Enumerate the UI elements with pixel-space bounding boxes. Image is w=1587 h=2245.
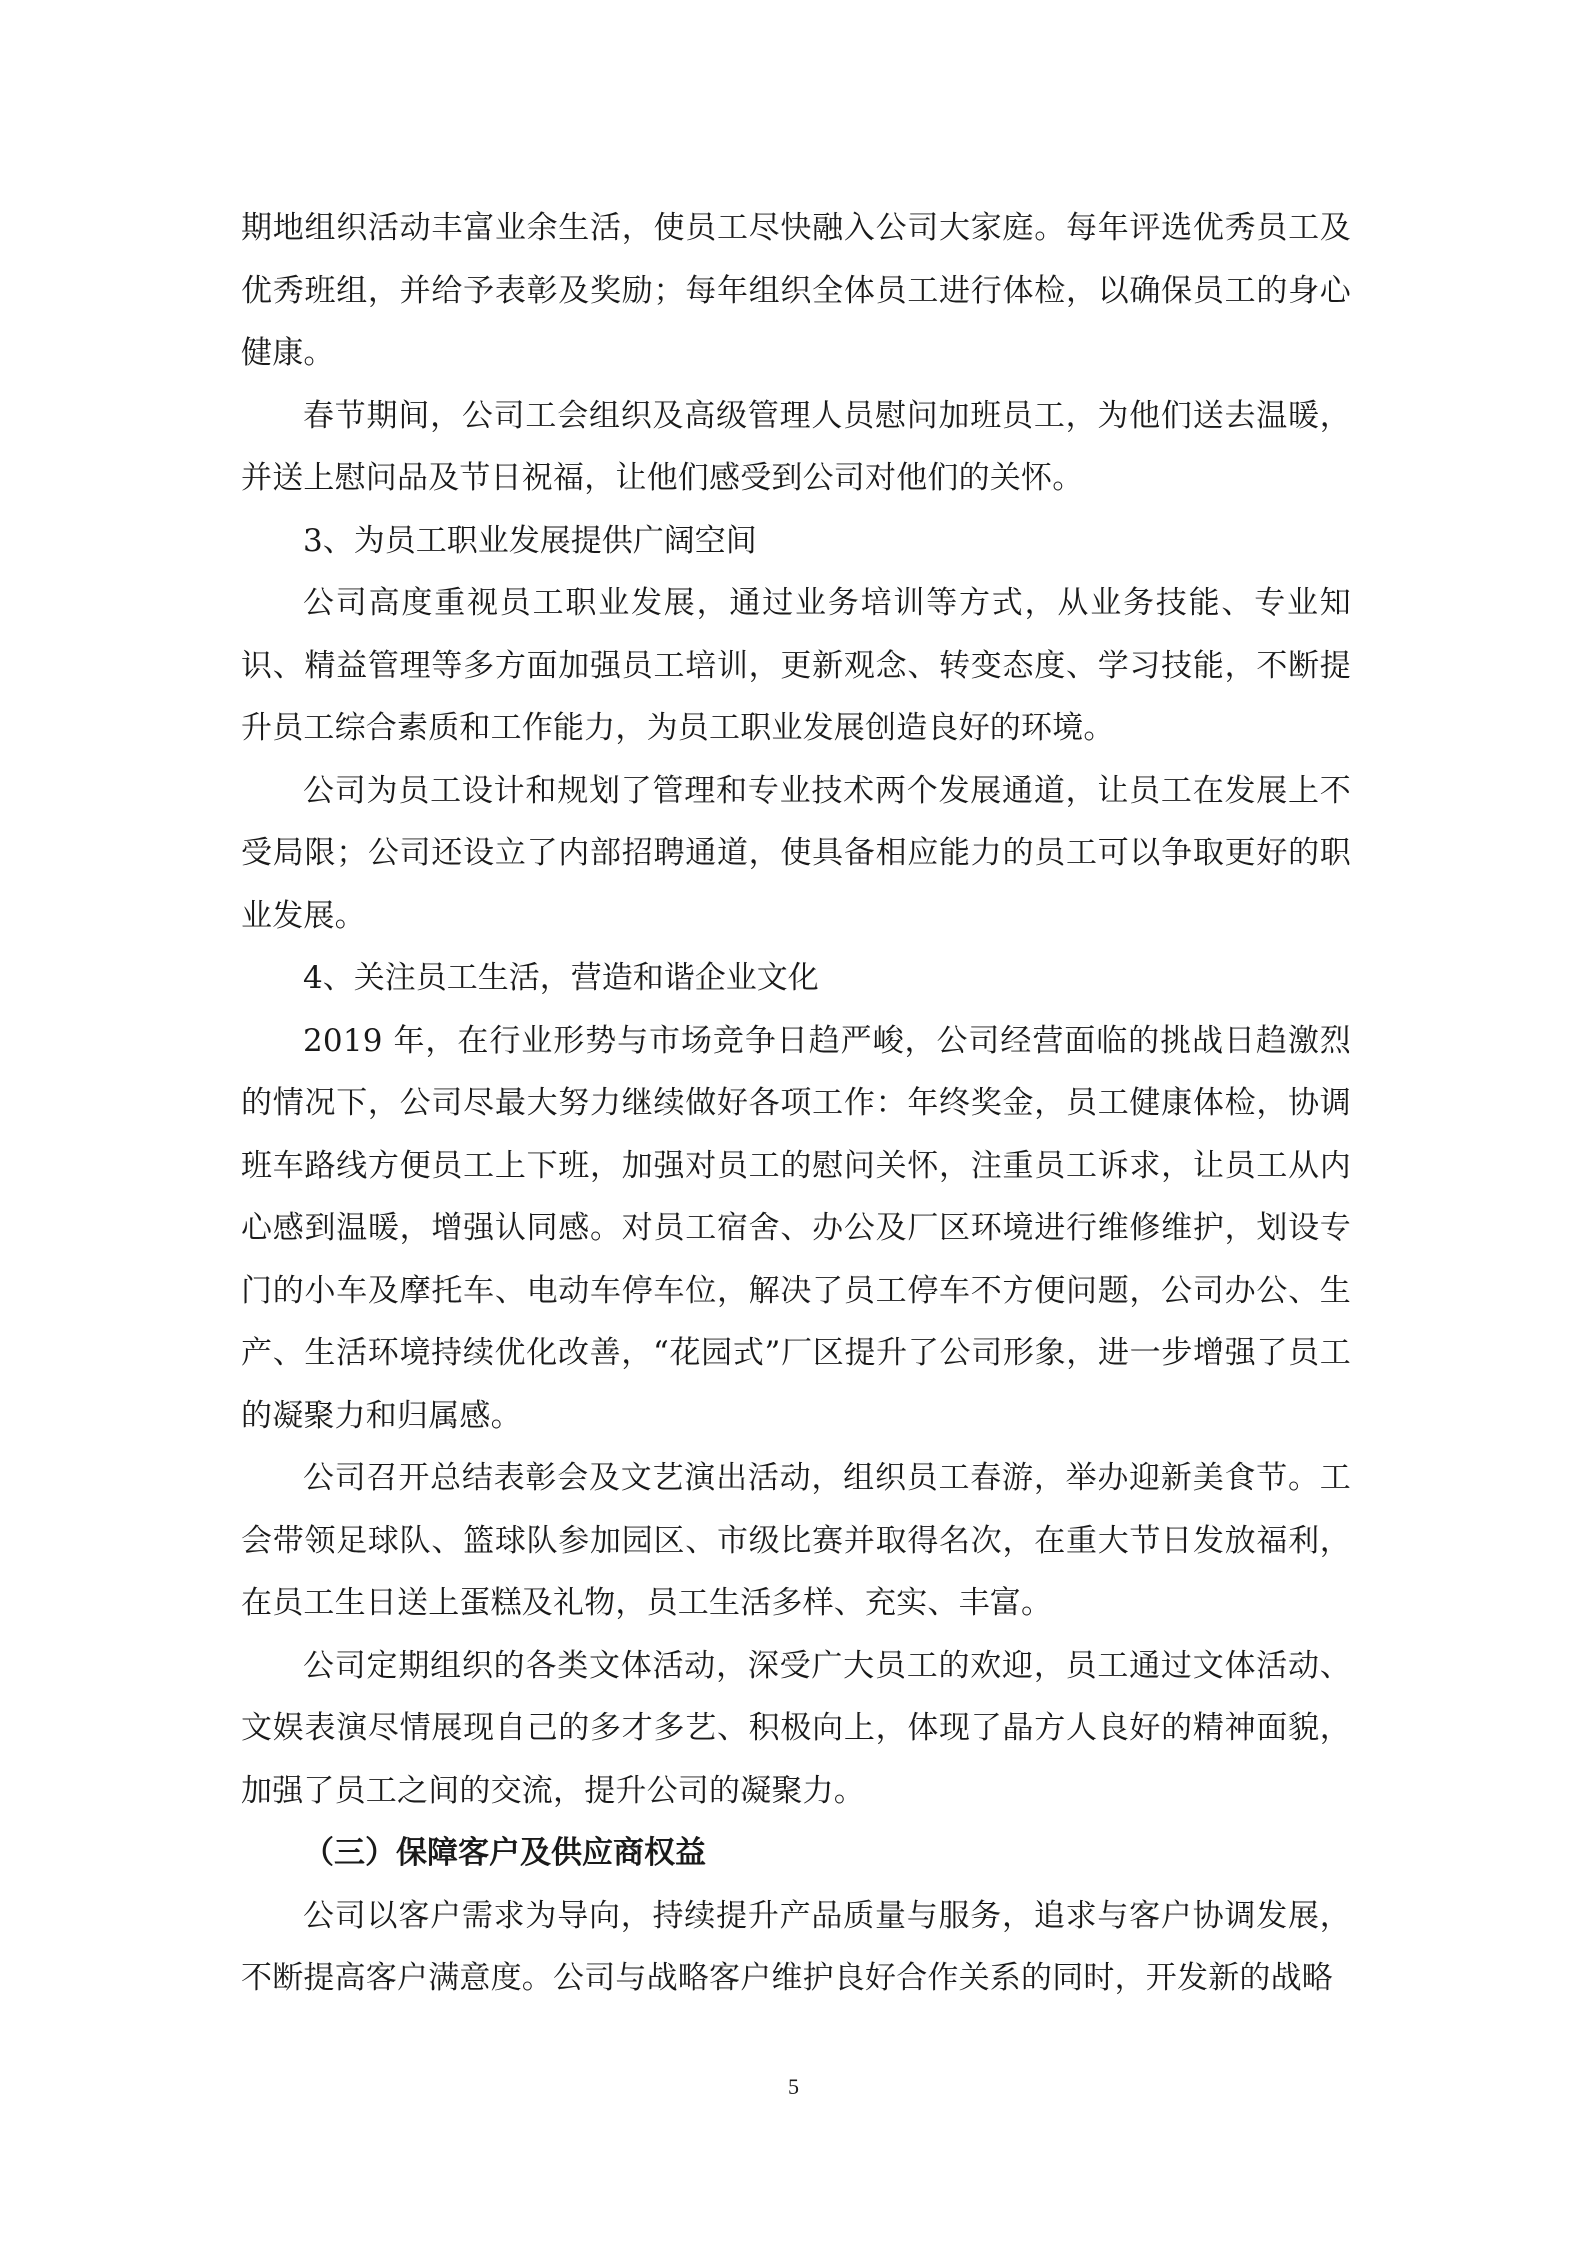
document-body	[241, 197, 1351, 2010]
paragraph-activities: 公司召开总结表彰会及文艺演出活动，组织员工春游，举办迎新美食节。工会带领足球队、篮球队参加园区、市级比赛并取得名次，在重大节日发放福利，在员工生日送上蛋糕及礼物，员工生活多样、充实、丰富。	[241, 1460, 1351, 1621]
paragraph-cultural-events: 公司定期组织的各类文体活动，深受广大员工的欢迎，员工通过文体活动、文娱表演尽情展现自己的多才多艺、积极向上，体现了晶方人良好的精神面貌，加强了员工之间的交流，提升公司的凝聚力。	[241, 1647, 1351, 1809]
section-heading-customer-supplier: （三）保障客户及供应商权益	[303, 1835, 706, 1871]
paragraph-spring-festival: 春节期间，公司工会组织及高级管理人员慰问加班员工，为他们送去温暖，并送上慰问品及节日祝福，让他们感受到公司对他们的关怀。	[241, 397, 1351, 496]
paragraph-health-checkup: 期地组织活动丰富业余生活，使员工尽快融入公司大家庭。每年评选优秀员工及优秀班组，并给予表彰及奖励；每年组织全体员工进行体检，以确保员工的身心健康。	[241, 210, 1351, 371]
section-heading-employee-life: 4、关注员工生活，营造和谐企业文化	[303, 960, 819, 996]
paragraph-training: 公司高度重视员工职业发展，通过业务培训等方式，从业务技能、专业知识、精益管理等多方面加强员工培训，更新观念、转变态度、学习技能，不断提升员工综合素质和工作能力，为员工职业发展创造良好的环境。	[241, 585, 1351, 746]
paragraph-customer-focus: 公司以客户需求为导向，持续提升产品质量与服务，追求与客户协调发展，不断提高客户满意度。公司与战略客户维护良好合作关系的同时，开发新的战略	[241, 1897, 1351, 1996]
paragraph-career-channels: 公司为员工设计和规划了管理和专业技术两个发展通道，让员工在发展上不受局限；公司还设立了内部招聘通道，使具备相应能力的员工可以争取更好的职业发展。	[241, 772, 1351, 934]
page-number: 5	[788, 2074, 799, 2099]
paragraph-2019-work: 2019 年，在行业形势与市场竞争日趋严峻，公司经营面临的挑战日趋激烈的情况下，公司尽最大努力继续做好各项工作：年终奖金，员工健康体检，协调班车路线方便员工上下班，加强对员工的慰问关怀，注重员工诉求，让员工从内心感到温暖，增强认同感。对员工宿舍、办公及厂区环境进行维修维护，划设专门的小车及摩托车、电动车停车位，解决了员工停车不方便问题，公司办公、生产、生活环境持续优化改善，“花园式”厂区提升了公司形象，进一步增强了员工的凝聚力和归属感。	[241, 1022, 1351, 1434]
section-heading-career-development: 3、为员工职业发展提供广阔空间	[303, 522, 757, 559]
